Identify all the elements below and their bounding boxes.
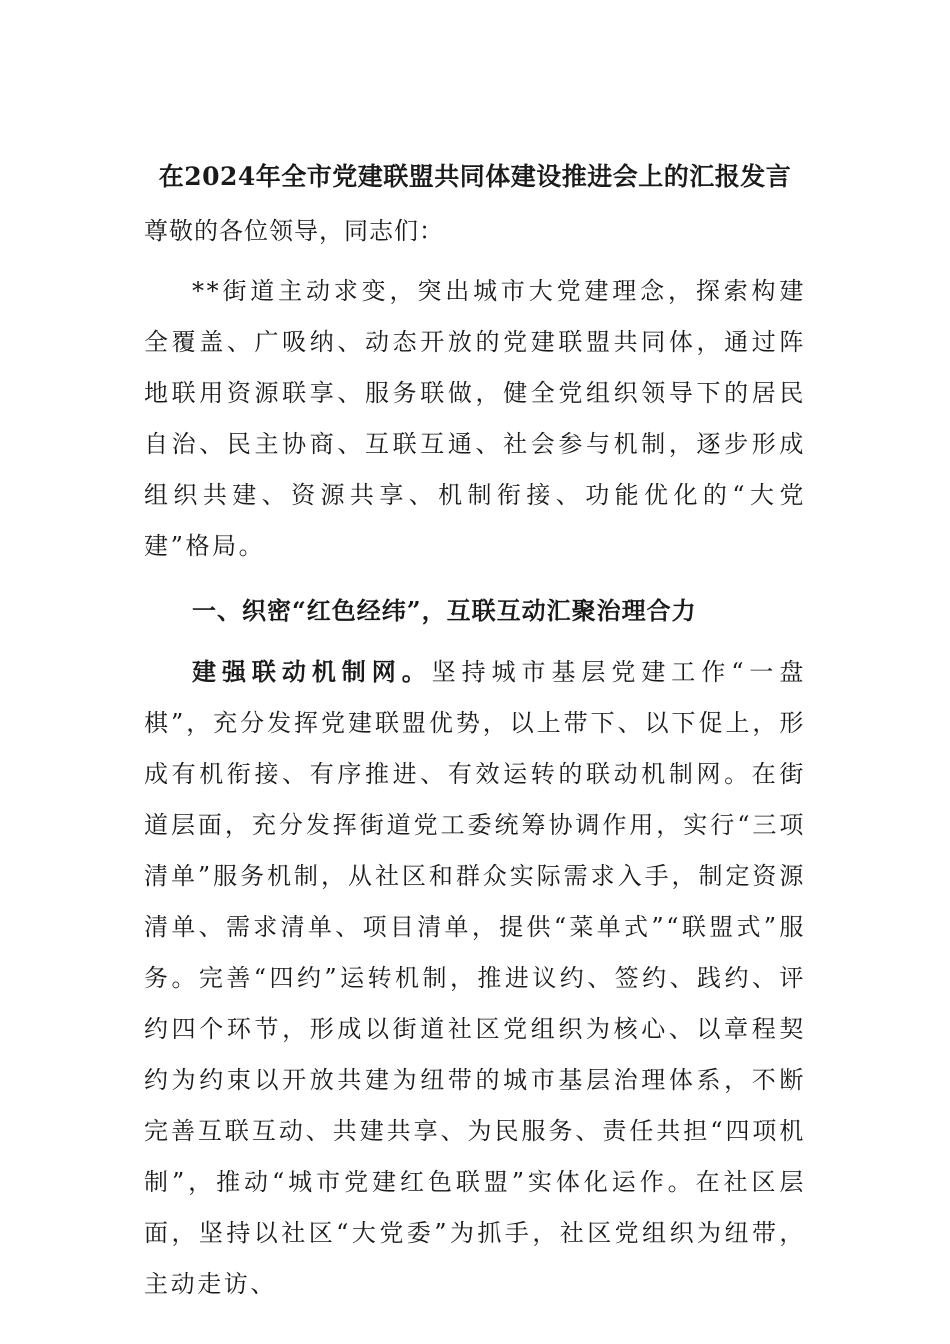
section-1-body: 坚持城市基层党建工作“一盘棋”，充分发挥党建联盟优势，以上带下、以下促上，形成有机衔接、有序推进、有效运转的联动机制网。在街道层面，充分发挥街道党工委统筹协调作用，实行“三项清单”服务机制，从社区和群众实际需求入手，制定资源清单、需求清单、项目清单，提供“菜单式”“联盟式”服务。完善“四约”运转机制，推进议约、签约、践约、评约四个环节，形成以街道社区党组织为核心、以章程契约为约束以开放共建为纽带的城市基层治理体系，不断完善互联互动、共建共享、为民服务、责任共担“四项机制”，推动“城市党建红色联盟”实体化运作。在社区层面，坚持以社区“大党委”为抓手，社区党组织为纽带，主动走访、: [144, 658, 806, 1298]
document-page: [144, 150, 806, 1310]
intro-paragraph: **街道主动求变，突出城市大党建理念，探索构建全覆盖、广吸纳、动态开放的党建联盟共同体，通过阵地联用资源联享、服务联做，健全党组织领导下的居民自治、民主协商、互联互通、社会参与机制，逐步形成组织共建、资源共享、机制衔接、功能优化的“大党建”格局。: [144, 277, 806, 560]
section-1-lead: 建强联动机制网。: [192, 657, 432, 686]
section-1-paragraph: [144, 646, 806, 1310]
salutation: 尊敬的各位领导，同志们：: [144, 217, 444, 245]
document-title: 在2024年全市党建联盟共同体建设推进会上的汇报发言: [158, 162, 792, 191]
section-heading-1: 一、织密“红色经纬”，互联互动汇聚治理合力: [192, 596, 697, 625]
